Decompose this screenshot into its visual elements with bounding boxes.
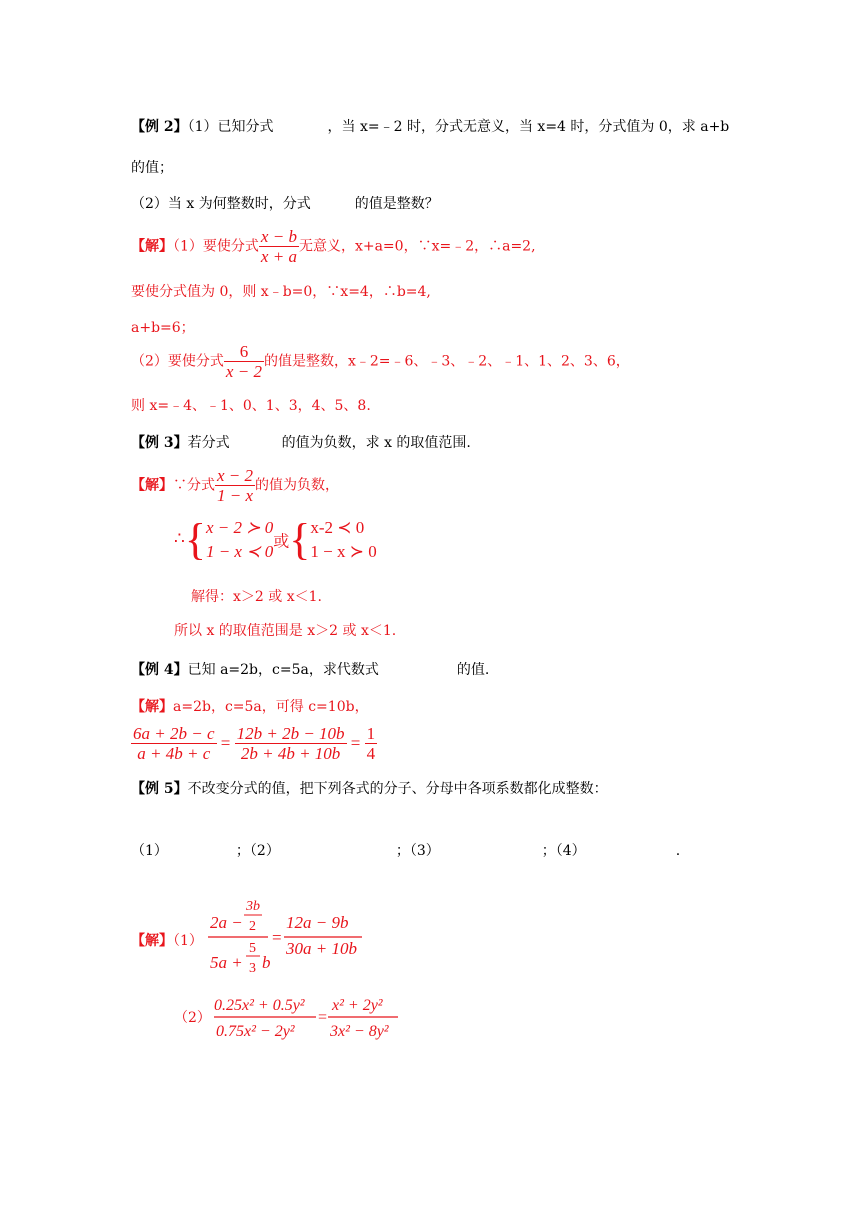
ex3-tag: 【例 3】 xyxy=(131,435,188,451)
ex2-solution-line5: 则 x=﹣4、﹣1、0、1、3，4、5、8. xyxy=(131,398,371,414)
ex5-part4-label: ；（4） xyxy=(541,843,586,859)
therefore-symbol: ∴ xyxy=(174,528,185,548)
ex2-q2-text-b: 的值是整数？ xyxy=(354,196,439,212)
ex5-solution-1-equation xyxy=(206,888,366,980)
brace-left: { xyxy=(184,515,206,564)
ex4-fraction-1 xyxy=(131,724,217,763)
fraction-numerator: 6a + 2b − c xyxy=(133,724,215,743)
ex3-q-text-b: 的值为负数，求 x 的取值范围. xyxy=(281,435,471,451)
ex3-solution-line3: 所以 x 的取值范围是 x＞2 或 x＜1. xyxy=(174,623,397,639)
ex2-solution-line4 xyxy=(131,342,630,381)
svg-text:3b: 3b xyxy=(246,899,260,914)
ex4-fraction-3 xyxy=(365,724,378,763)
ex2-sol-tag: 【解】 xyxy=(131,238,173,255)
ex2-solution-line2: 要使分式值为 0，则 x﹣b=0，∵x=4，∴b=4, xyxy=(131,284,431,300)
ex4-tag: 【例 4】 xyxy=(131,662,188,678)
system2-line2: 1 − x ≻ 0 xyxy=(310,542,377,561)
ex2-tag: 【例 2】 xyxy=(131,119,188,135)
svg-text:5: 5 xyxy=(249,941,256,956)
ex2-question-line1 xyxy=(131,116,729,136)
ex4-s1-text: a=2b，c=5a，可得 c=10b， xyxy=(173,699,369,715)
ex2-question-line2: 的值； xyxy=(131,160,173,176)
ex3-question xyxy=(131,432,471,452)
ex2-s4-text: （2）要使分式 xyxy=(131,353,224,370)
ex3-sol-tag: 【解】 xyxy=(131,477,173,494)
ex2-q2-text: （2）当 x 为何整数时，分式 xyxy=(131,196,311,212)
fraction-numerator: x − b xyxy=(260,227,297,246)
svg-text:30a + 10b: 30a + 10b xyxy=(286,939,357,958)
ex2-q1-text-b: ，当 x=﹣2 时，分式无意义，当 x=4 时，分式值为 0，求 a+b xyxy=(327,119,730,135)
ex2-s1-text: （1）要使分式 xyxy=(173,238,259,255)
fraction-denominator: 1 − x xyxy=(217,486,254,505)
svg-text:3: 3 xyxy=(249,961,256,976)
ex4-solution-line1 xyxy=(131,696,369,716)
ex5-part1-label: （1） xyxy=(131,843,168,859)
svg-text:2a −: 2a − xyxy=(210,913,243,932)
ex3-system1 xyxy=(206,516,273,564)
ex5-solution-1-label xyxy=(131,930,203,950)
fraction-numerator: 6 xyxy=(224,342,264,362)
ex2-s4-text-b: 的值是整数，x﹣2=﹣6、﹣3、﹣2、﹣1、1、2、3、6， xyxy=(263,353,630,370)
fraction-numerator: x − 2 xyxy=(217,466,254,485)
svg-text:0.25x² + 0.5y²: 0.25x² + 0.5y² xyxy=(214,997,305,1014)
fraction-denominator: 4 xyxy=(366,744,376,763)
ex5-s1-label: （1） xyxy=(173,933,203,949)
system1-line1: x − 2 ≻ 0 xyxy=(205,518,274,537)
ex3-inequality-systems xyxy=(174,516,377,564)
or-word: 或 xyxy=(273,533,290,551)
svg-text:b: b xyxy=(262,953,271,972)
svg-text:5a +: 5a + xyxy=(210,953,243,972)
ex3-solution-line1 xyxy=(131,466,339,505)
ex3-s1-text: ∵分式 xyxy=(173,477,215,494)
fraction-numerator: 12b + 2b − 10b xyxy=(236,724,345,743)
ex3-system2 xyxy=(310,516,376,564)
svg-text:=: = xyxy=(272,928,282,947)
fraction-denominator: 2b + 4b + 10b xyxy=(240,744,341,763)
ex5-question xyxy=(131,778,608,798)
ex3-solution-line2: 解得：x＞2 或 x＜1. xyxy=(191,589,322,605)
svg-text:12a − 9b: 12a − 9b xyxy=(286,913,349,932)
ex3-q-text: 若分式 xyxy=(187,435,230,451)
svg-text:x² + 2y²: x² + 2y² xyxy=(332,997,383,1014)
ex3-s1-fraction xyxy=(215,466,255,505)
ex5-parts xyxy=(131,840,680,860)
ex5-end-period: . xyxy=(675,843,681,859)
system1-line2: 1 − x ≺ 0 xyxy=(205,542,274,561)
ex4-fraction-2 xyxy=(235,724,347,763)
fraction-denominator: a + 4b + c xyxy=(137,744,211,763)
ex2-solution-line1 xyxy=(131,227,536,266)
fraction-denominator: x − 2 xyxy=(225,362,262,381)
fraction-numerator: 1 xyxy=(366,724,376,743)
ex5-sol-tag: 【解】 xyxy=(131,933,173,949)
ex5-part3-label: ；（3） xyxy=(395,843,440,859)
ex2-q1-text: （1）已知分式 xyxy=(187,119,274,135)
ex5-solution-2-label: （2） xyxy=(174,1010,211,1026)
ex2-solution-line3: a+b=6； xyxy=(131,320,195,336)
ex4-question xyxy=(131,659,489,679)
ex4-sol-tag: 【解】 xyxy=(131,699,173,715)
ex5-q-text: 不改变分式的值，把下列各式的分子、分母中各项系数都化成整数： xyxy=(187,781,608,797)
ex5-tag: 【例 5】 xyxy=(131,781,188,797)
ex4-q-text-b: 的值. xyxy=(456,662,490,678)
ex4-q-text: 已知 a=2b，c=5a，求代数式 xyxy=(187,662,379,678)
ex2-question2 xyxy=(131,193,439,213)
svg-text:=: = xyxy=(318,1009,328,1026)
brace-left: { xyxy=(289,515,311,564)
fraction-denominator: x + a xyxy=(260,247,297,266)
ex2-s4-fraction xyxy=(224,342,264,381)
ex4-solution-equation: $\frac{6a + 2b - c}{a + 4b + c}$ = $\frac{12b + 2b - 10b}{2b + 4b + 10b}$ = $\frac{1}{4}$ xyxy=(133,724,376,763)
svg-text:2: 2 xyxy=(249,919,256,934)
ex3-s1-text-b: 的值为负数， xyxy=(255,477,340,494)
ex5-solution-2-equation xyxy=(212,990,402,1044)
ex2-s1-fraction xyxy=(259,227,299,266)
ex5-part2-label: ；（2） xyxy=(235,843,280,859)
ex2-s1-text-b: 无意义，x+a=0，∵x=﹣2，∴a=2, xyxy=(298,238,536,255)
system2-line1: x-2 ≺ 0 xyxy=(310,518,365,537)
svg-text:0.75x² − 2y²: 0.75x² − 2y² xyxy=(216,1023,295,1040)
svg-text:3x² − 8y²: 3x² − 8y² xyxy=(330,1023,389,1040)
